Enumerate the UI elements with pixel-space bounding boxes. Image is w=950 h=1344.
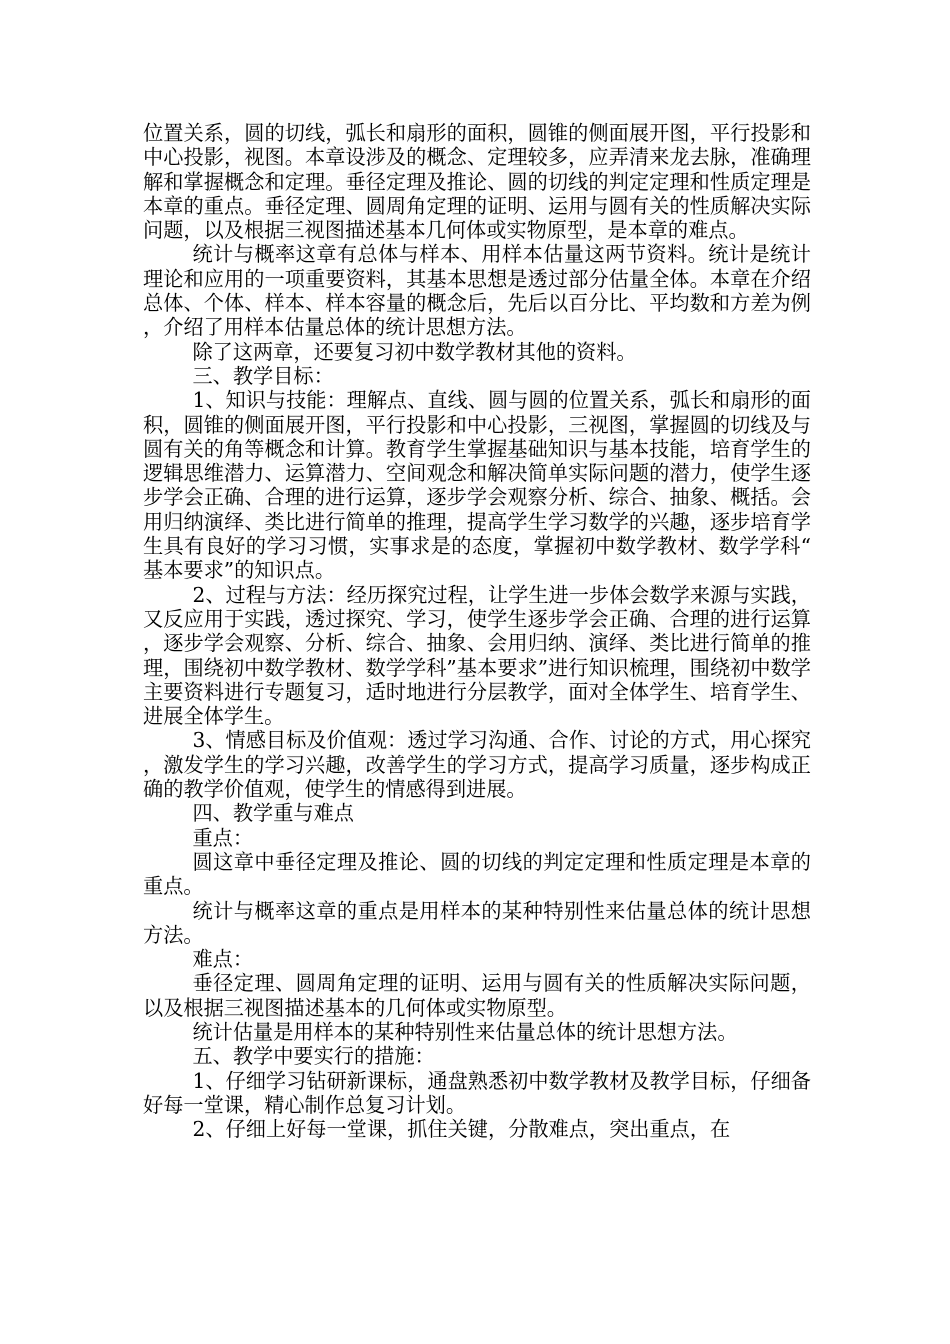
paragraph-key-point-statistics: 统计与概率这章的重点是用样本的某种特别性来估量总体的统计思想方法。 bbox=[143, 898, 811, 947]
paragraph-key-point-circle: 圆这章中垂径定理及推论、圆的切线的判定定理和性质定理是本章的重点。 bbox=[143, 849, 811, 899]
paragraph-goal-process-methods: 2、过程与方法：经历探究过程，让学生进一步体会数学来源与实践，又反应用于实践，透过探究、学习，使学生逐步学会正确、合理的进行运算，逐步学会观察、分析、综合、抽象、会用归纳、演绎、类比进行简单的推理，围绕初中数学教材、数学学科”基本要求”进行知识梳理，围绕初中数学主要资料进行专题复习，适时地进行分层教学，面对全体学生、培育学生、进展全体学生。 bbox=[143, 582, 811, 729]
paragraph-goal-emotion-values: 3、情感目标及价值观：透过学习沟通、合作、讨论的方式，用心探究，激发学生的学习兴趣，改善学生的学习方式，提高学习质量，逐步构成正确的教学价值观，使学生的情感得到进展。 bbox=[143, 728, 811, 802]
label-difficult-points: 难点： bbox=[192, 947, 254, 972]
paragraph-measure-2: 2、仔细上好每一堂课，抓住关键，分散难点，突出重点，在 bbox=[192, 1117, 731, 1142]
heading-key-and-difficult-points: 四、教学重与难点 bbox=[192, 801, 354, 826]
label-key-points: 重点： bbox=[192, 825, 254, 850]
paragraph-goal-knowledge-skills: 1、知识与技能：理解点、直线、圆与圆的位置关系，弧长和扇形的面积，圆锥的侧面展开图，平行投影和中心投影，三视图，掌握圆的切线及与圆有关的角等概念和计算。教育学生掌握基础知识与基本技能，培育学生的逻辑思维潜力、运算潜力、空间观念和解决简单实际问题的潜力，使学生逐步学会正确、合理的进行运算，逐步学会观察分析、综合、抽象、概括。会用归纳演绎、类比进行简单的推理，提高学生学习数学的兴趣，逐步培育学生具有良好的学习习惯，实事求是的态度，掌握初中数学教材、数学学科“基本要求”的知识点。 bbox=[143, 388, 811, 583]
heading-teaching-goals: 三、教学目标： bbox=[192, 363, 334, 388]
paragraph-circle-chapter-summary: 位置关系，圆的切线，弧长和扇形的面积，圆锥的侧面展开图，平行投影和中心投影，视图。本章设涉及的概念、定理较多，应弄清来龙去脉，准确理解和掌握概念和定理。垂径定理及推论、圆的切线的判定定理和性质定理是本章的重点。垂径定理、圆周角定理的证明、运用与圆有关的性质解决实际问题，以及根据三视图描述基本几何体或实物原型，是本章的难点。 bbox=[143, 121, 811, 243]
document-page bbox=[143, 121, 811, 1141]
paragraph-other-materials: 除了这两章，还要复习初中数学教材其他的资料。 bbox=[192, 339, 637, 364]
paragraph-measure-1: 1、仔细学习钻研新课标，通盘熟悉初中数学教材及教学目标，仔细备好每一堂课，精心制作总复习计划。 bbox=[143, 1068, 811, 1117]
paragraph-difficult-point-statistics: 统计估量是用样本的某种特别性来估量总体的统计思想方法。 bbox=[192, 1019, 738, 1044]
paragraph-statistics-chapter-summary: 统计与概率这章有总体与样本、用样本估量这两节资料。统计是统计理论和应用的一项重要资料，其基本思想是透过部分估量全体。本章在介绍总体、个体、样本、样本容量的概念后，先后以百分比、平均数和方差为例，介绍了用样本估量总体的统计思想方法。 bbox=[143, 242, 811, 340]
paragraph-difficult-point-circle: 垂径定理、圆周角定理的证明、运用与圆有关的性质解决实际问题，以及根据三视图描述基本的几何体或实物原型。 bbox=[143, 971, 811, 1020]
heading-teaching-measures: 五、教学中要实行的措施： bbox=[192, 1044, 435, 1069]
